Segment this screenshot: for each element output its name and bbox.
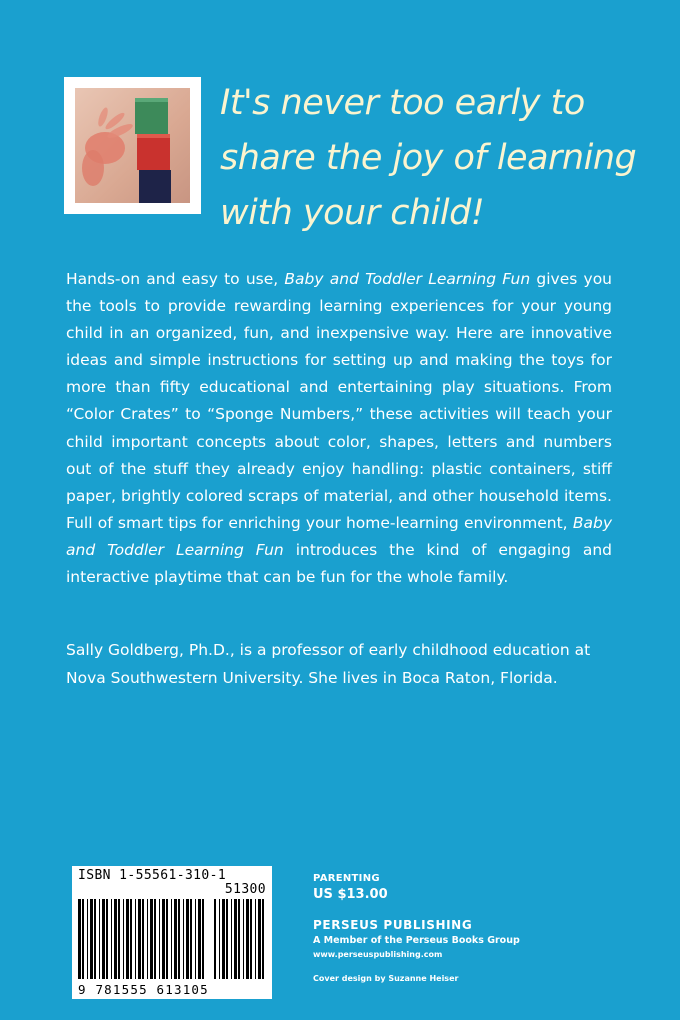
book-title-italic: Baby and Toddler Learning Fun bbox=[284, 270, 531, 288]
publisher-name: PERSEUS PUBLISHING bbox=[313, 918, 473, 932]
blocks-photo bbox=[75, 88, 190, 203]
author-bio-text: , is a professor of early childhood education at Nova Southwestern University. She lives in Boca Raton, Florida. bbox=[66, 641, 591, 687]
cover-photo-frame bbox=[64, 77, 201, 214]
tagline bbox=[220, 76, 640, 241]
green-block bbox=[135, 98, 168, 134]
barcode-bars bbox=[78, 899, 206, 979]
navy-block bbox=[139, 170, 171, 203]
author-bio bbox=[66, 636, 612, 692]
tagline-line: with your child! bbox=[220, 193, 485, 233]
barcode-digits: 9 781555 613105 bbox=[78, 982, 209, 997]
cover-design-credit: Cover design by Suzanne Heiser bbox=[313, 974, 459, 983]
barcode bbox=[72, 866, 272, 999]
description-text: Hands-on and easy to use, bbox=[66, 270, 285, 288]
price-label: US $13.00 bbox=[313, 887, 388, 902]
author-name: Sally Goldberg, Ph.D. bbox=[66, 641, 230, 659]
red-block bbox=[137, 134, 170, 170]
tagline-line: share the joy of learning bbox=[220, 138, 637, 178]
barcode-price-code: 51300 bbox=[224, 882, 266, 897]
description-text: introduces the kind of engaging and interactive playtime that can be fun for the whole family. bbox=[66, 540, 612, 587]
price-barcode-bars bbox=[214, 899, 266, 979]
tagline-line: It's never too early to bbox=[220, 83, 585, 123]
description-text: gives you the tools to provide rewarding learning experiences for your young child in an organized, fun, and inexpensive way. Here are innovative ideas and simple instructions for setting up and making the toys for more than fifty educational and entertaining play situations. From “Color Crates” to “Sponge Numbers,” these activities will teach your child important concepts about color, shapes, letters and numbers out of the stuff they already enjoy handling: plastic containers, stiff paper, brightly colored scraps of material, and other household items. Full of smart tips for enriching your home-learning environment, bbox=[66, 270, 612, 532]
book-title-italic: Baby and Toddler Learning Fun bbox=[66, 513, 612, 559]
publisher-info bbox=[313, 873, 520, 983]
category-label: PARENTING bbox=[313, 873, 380, 884]
book-description bbox=[66, 266, 612, 591]
publisher-website: www.perseuspublishing.com bbox=[313, 950, 443, 959]
isbn-number: ISBN 1-55561-310-1 bbox=[78, 868, 227, 883]
publisher-group: A Member of the Perseus Books Group bbox=[313, 935, 520, 946]
